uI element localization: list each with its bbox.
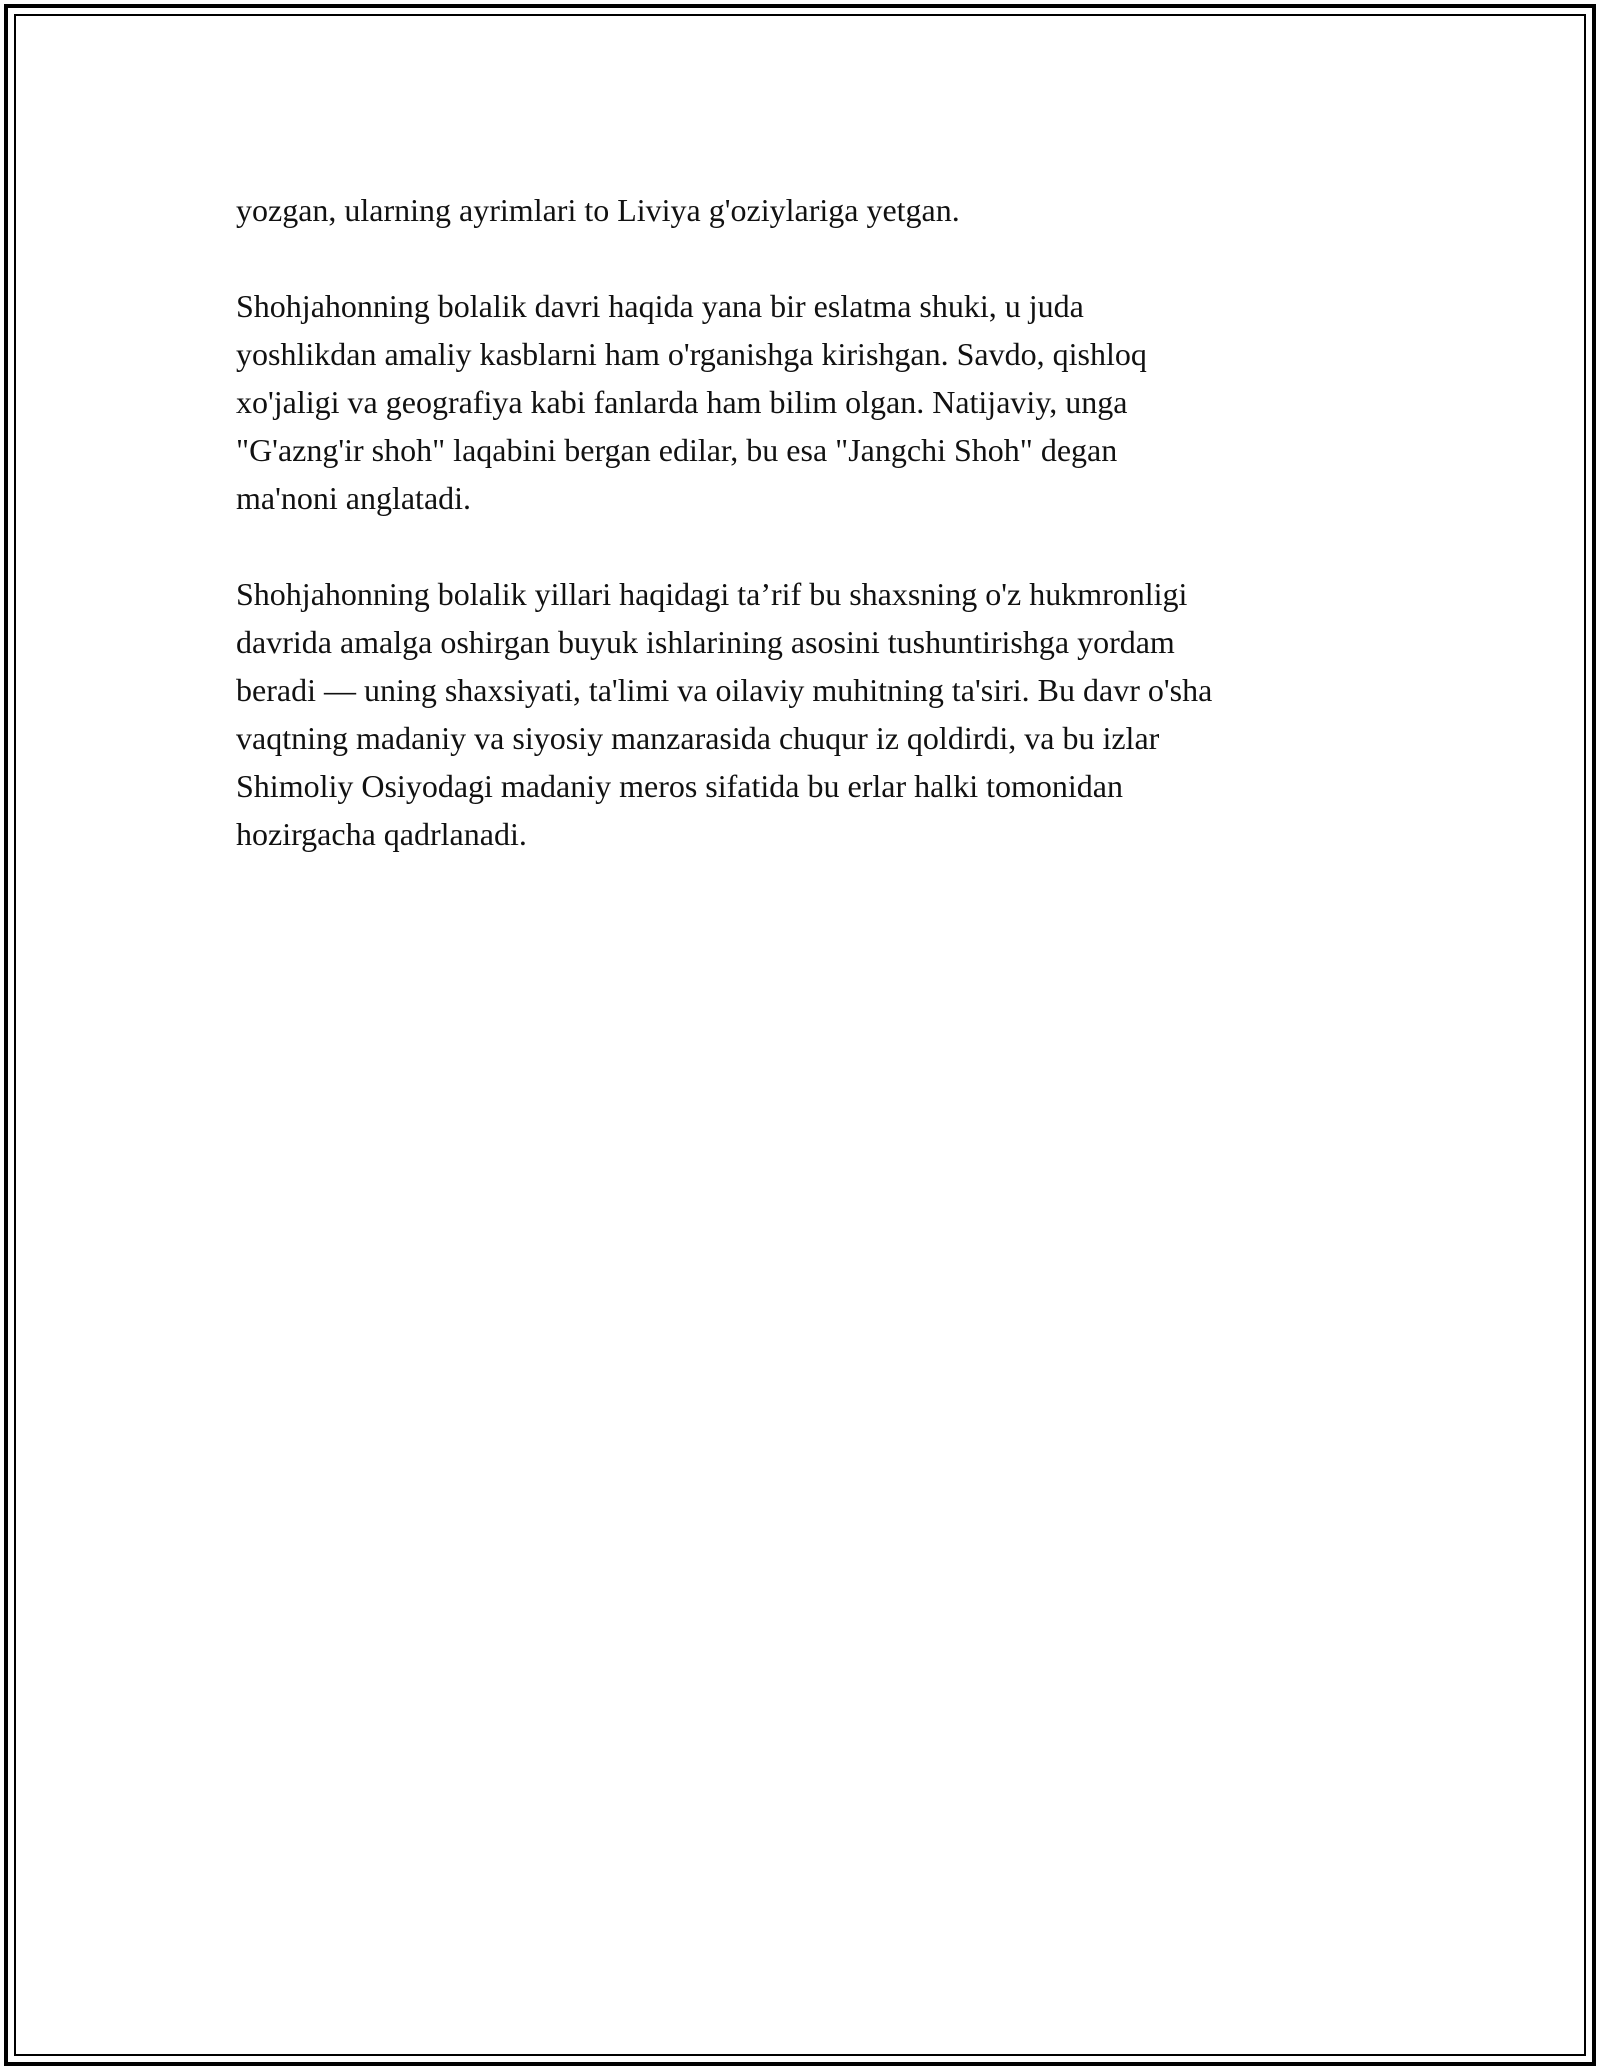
document-body bbox=[236, 186, 1376, 906]
paragraph-3: Shohjahonning bolalik yillari haqidagi ta’rif bu shaxsning o'z hukmronligi davrida amalga oshirgan buyuk ishlarining asosini tushuntirishga yordam beradi — uning shaxsiyati, ta'limi va oilaviy muhitning ta'siri. Bu davr o'sha vaqtning madaniy va siyosiy manzarasida chuqur iz qoldirdi, va bu izlar Shimoliy Osiyodagi madaniy meros sifatida bu erlar halki tomonidan hozirgacha qadrlanadi. bbox=[236, 576, 1213, 852]
paragraph-2: Shohjahonning bolalik davri haqida yana bir eslatma shuki, u juda yoshlikdan amaliy kasblarni ham o'rganishga kirishgan. Savdo, qishloq xo'jaligi va geografiya kabi fanlarda ham bilim olgan. Natijaviy, unga "G'azng'ir shoh" laqabini bergan edilar, bu esa "Jangchi Shoh" degan ma'noni anglatadi. bbox=[236, 288, 1147, 516]
paragraph-1: yozgan, ularning ayrimlari to Liviya g'oziylariga yetgan. bbox=[236, 192, 960, 228]
